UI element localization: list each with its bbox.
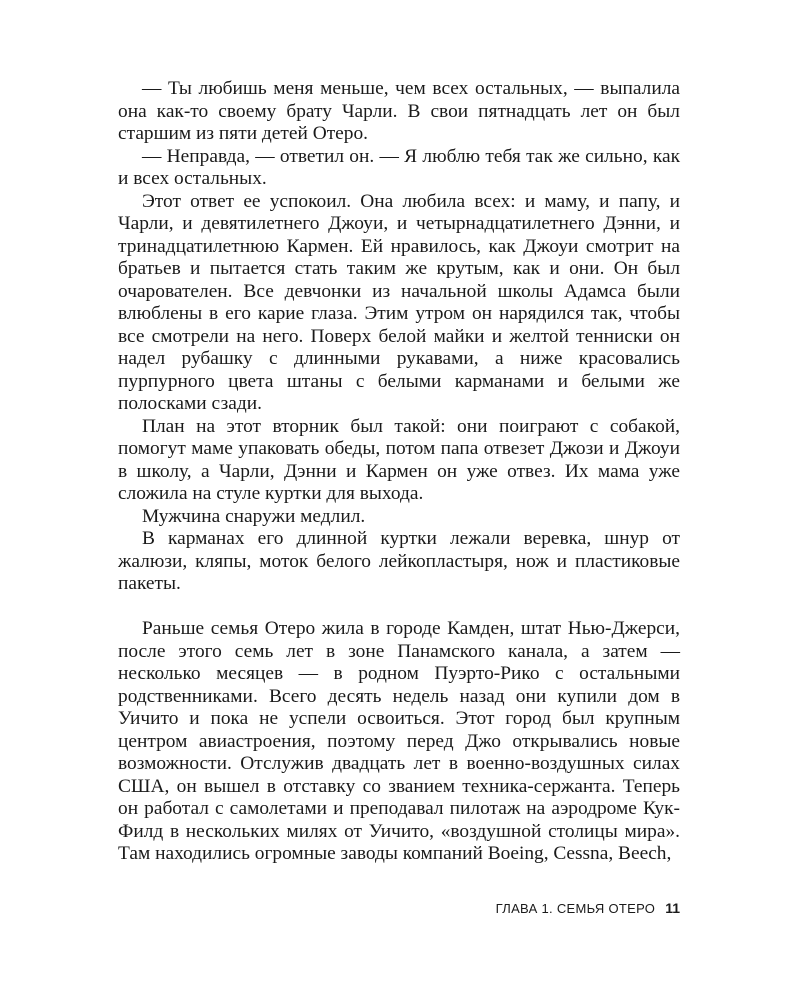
paragraph-1: — Ты любишь меня меньше, чем всех остальных, — выпалила она как-то своему брату Чарли. В свои пятнадцать лет он был старшим из пяти детей Отеро.: [118, 78, 680, 144]
page-body: [118, 78, 680, 866]
page-number: 11: [665, 900, 680, 916]
paragraph-5: Мужчина снаружи медлил.: [142, 505, 366, 527]
paragraph-4: План на этот вторник был такой: они поиграют с собакой, помогут маме упаковать обеды, потом папа отвезет Джози и Джоуи в школу, а Чарли, Дэнни и Кармен он уже отвез. Их мама уже сложила на стуле куртки для выхода.: [118, 415, 680, 504]
paragraph-6: В карманах его длинной куртки лежали веревка, шнур от жалюзи, кляпы, моток белого лейкопластыря, нож и пластиковые пакеты.: [118, 528, 680, 594]
paragraph-7: Раньше семья Отеро жила в городе Камден, штат Нью-Джерси, после этого семь лет в зоне Панамского канала, а затем — несколько месяцев — в родном Пуэрто-Рико с остальными родственниками. Всего десять недель назад они купили дом в Уичито и пока не успели освоиться. Этот город был крупным центром авиастроения, поэтому перед Джо открывались новые возможности. Отслужив двадцать лет в военно-воздушных силах США, он вышел в отставку со званием техника-сержанта. Теперь он работал с самолетами и преподавал пилотаж на аэродроме Кук-Филд в нескольких милях от Уичито, «воздушной столицы мира». Там находились огромные заводы компаний Boeing, Cessna, Beech,: [118, 618, 680, 864]
page-footer: [118, 900, 680, 918]
paragraph-2: — Неправда, — ответил он. — Я люблю тебя так же сильно, как и всех остальных.: [118, 145, 680, 189]
running-title: ГЛАВА 1. СЕМЬЯ ОТЕРО: [495, 901, 656, 916]
paragraph-3: Этот ответ ее успокоил. Она любила всех: и маму, и папу, и Чарли, и девятилетнего Джоуи, и четырнадцатилетнего Дэнни, и тринадцатилетнюю Кармен. Ей нравилось, как Джоуи смотрит на братьев и пытается стать таким же крутым, как и они. Он был очарователен. Все девчонки из начальной школы Адамса были влюблены в его карие глаза. Этим утром он нарядился так, чтобы все смотрели на него. Поверх белой майки и желтой тенниски он надел рубашку с длинными рукавами, а ниже красовались пурпурного цвета штаны с белыми карманами и белыми же полосками сзади.: [118, 190, 680, 414]
